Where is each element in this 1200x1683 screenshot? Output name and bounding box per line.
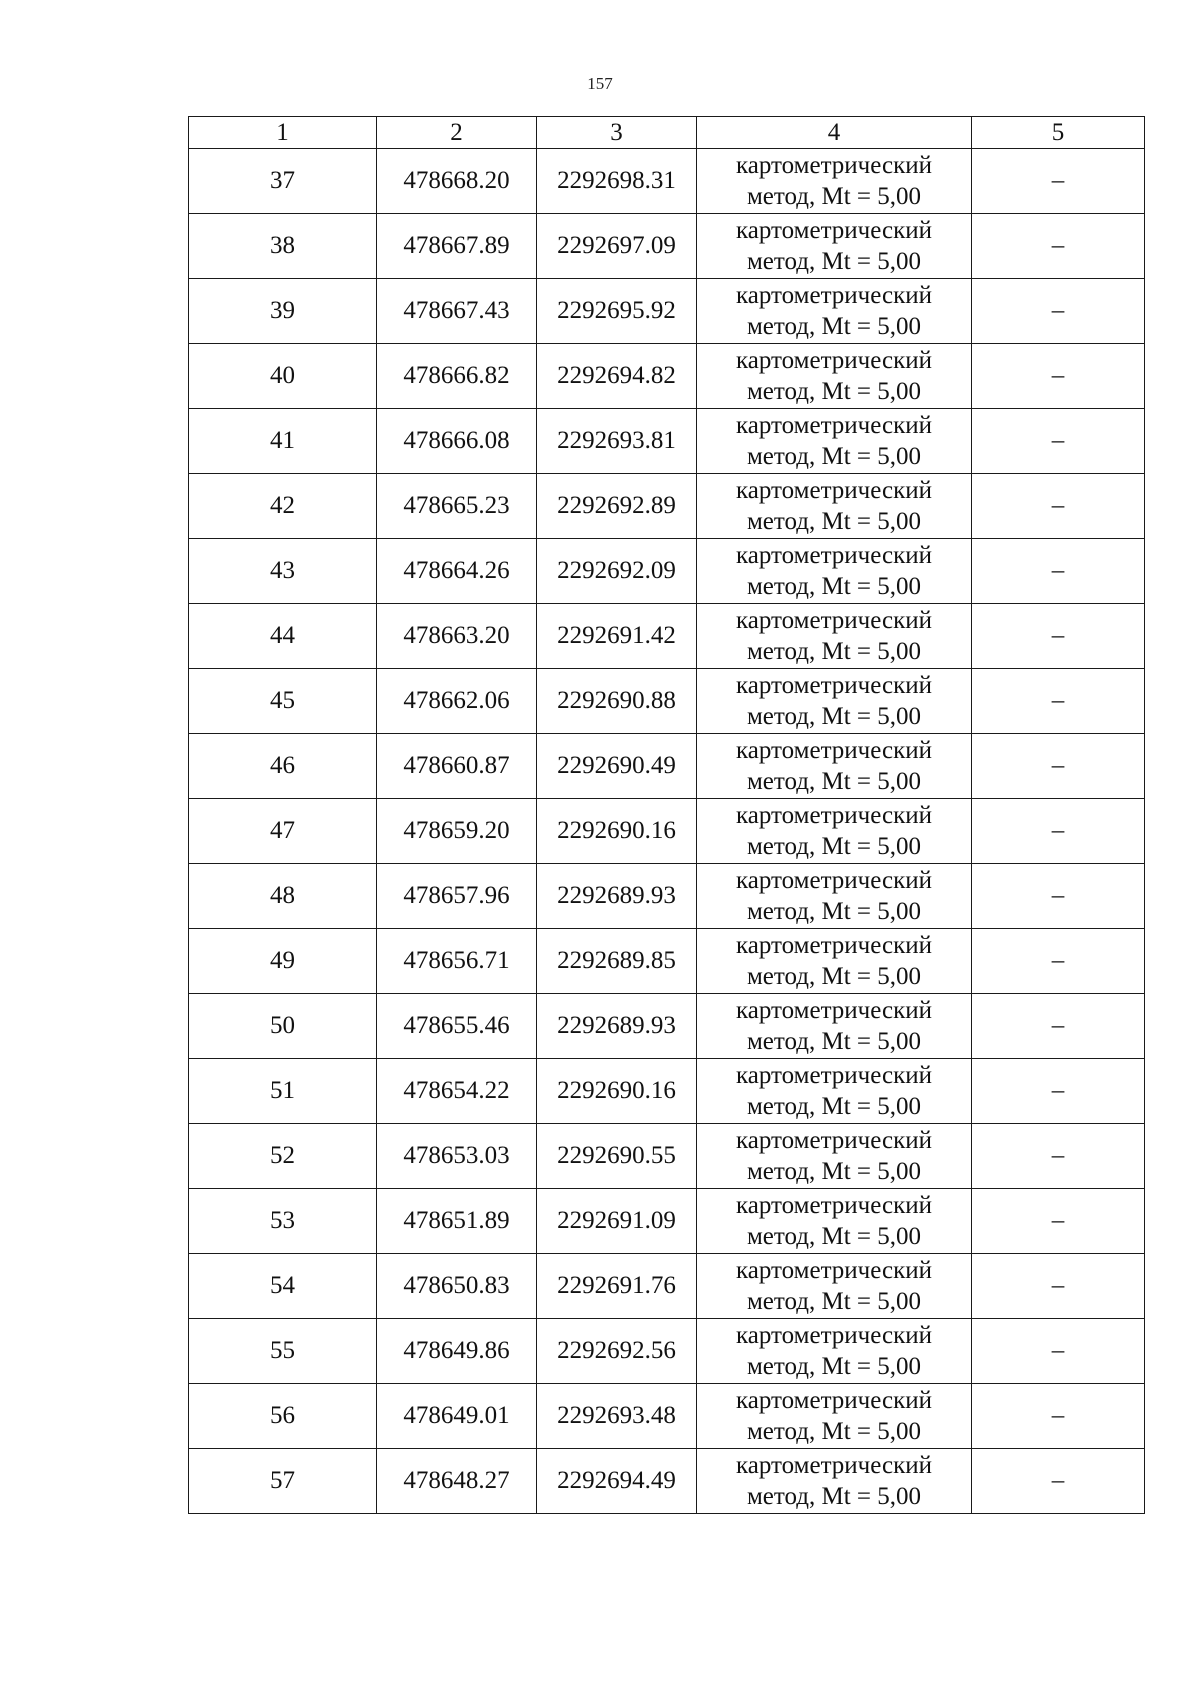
method-line-2: метод, Mt = 5,00 <box>746 508 922 535</box>
method-line-2: метод, Mt = 5,00 <box>746 1483 922 1510</box>
note-cell: – <box>972 344 1145 409</box>
x-coordinate-cell: 478648.27 <box>377 1449 537 1514</box>
note-cell: – <box>972 864 1145 929</box>
method-line-1: картометрический <box>736 1127 932 1154</box>
note-cell: – <box>972 604 1145 669</box>
y-coordinate-cell: 2292690.55 <box>537 1124 697 1189</box>
x-coordinate-cell: 478665.23 <box>377 474 537 539</box>
note-cell: – <box>972 799 1145 864</box>
method-line-2: метод, Mt = 5,00 <box>746 898 922 925</box>
method-cell <box>697 539 972 604</box>
note-cell: – <box>972 669 1145 734</box>
page-number: 157 <box>587 74 613 93</box>
table-row <box>189 1189 1145 1254</box>
x-coordinate-cell: 478656.71 <box>377 929 537 994</box>
point-number-cell: 48 <box>189 864 377 929</box>
y-coordinate-cell: 2292692.09 <box>537 539 697 604</box>
method-cell <box>697 1124 972 1189</box>
point-number-cell: 37 <box>189 149 377 214</box>
table-body <box>189 117 1145 1514</box>
method-cell <box>697 994 972 1059</box>
table-row <box>189 1059 1145 1124</box>
point-number-cell: 57 <box>189 1449 377 1514</box>
method-text <box>697 1190 971 1252</box>
note-cell: – <box>972 1189 1145 1254</box>
table-row <box>189 1384 1145 1449</box>
method-text <box>697 995 971 1057</box>
method-cell <box>697 1319 972 1384</box>
point-number-cell: 38 <box>189 214 377 279</box>
table-header-row <box>189 117 1145 149</box>
y-coordinate-cell: 2292689.93 <box>537 994 697 1059</box>
note-cell: – <box>972 279 1145 344</box>
method-line-1: картометрический <box>736 1387 932 1414</box>
method-line-1: картометрический <box>736 802 932 829</box>
x-coordinate-cell: 478655.46 <box>377 994 537 1059</box>
method-text <box>697 1450 971 1512</box>
method-cell <box>697 864 972 929</box>
method-text <box>697 1320 971 1382</box>
y-coordinate-cell: 2292693.48 <box>537 1384 697 1449</box>
method-cell <box>697 929 972 994</box>
point-number-cell: 55 <box>189 1319 377 1384</box>
x-coordinate-cell: 478662.06 <box>377 669 537 734</box>
method-cell <box>697 1189 972 1254</box>
note-cell: – <box>972 734 1145 799</box>
method-line-1: картометрический <box>736 477 932 504</box>
method-line-2: метод, Mt = 5,00 <box>746 703 922 730</box>
method-line-1: картометрический <box>736 412 932 439</box>
method-text <box>697 865 971 927</box>
method-text <box>697 540 971 602</box>
method-cell <box>697 1254 972 1319</box>
x-coordinate-cell: 478660.87 <box>377 734 537 799</box>
column-header-1: 1 <box>189 117 377 149</box>
table-row <box>189 604 1145 669</box>
method-line-2: метод, Mt = 5,00 <box>746 183 922 210</box>
y-coordinate-cell: 2292692.89 <box>537 474 697 539</box>
y-coordinate-cell: 2292691.76 <box>537 1254 697 1319</box>
method-line-1: картометрический <box>736 1322 932 1349</box>
table-row <box>189 799 1145 864</box>
y-coordinate-cell: 2292695.92 <box>537 279 697 344</box>
point-number-cell: 43 <box>189 539 377 604</box>
x-coordinate-cell: 478666.82 <box>377 344 537 409</box>
table-row <box>189 149 1145 214</box>
method-line-2: метод, Mt = 5,00 <box>746 638 922 665</box>
table-row <box>189 279 1145 344</box>
method-line-2: метод, Mt = 5,00 <box>746 1288 922 1315</box>
column-header-5: 5 <box>972 117 1145 149</box>
x-coordinate-cell: 478667.89 <box>377 214 537 279</box>
x-coordinate-cell: 478649.01 <box>377 1384 537 1449</box>
y-coordinate-cell: 2292693.81 <box>537 409 697 474</box>
column-header-4: 4 <box>697 117 972 149</box>
method-text <box>697 1060 971 1122</box>
x-coordinate-cell: 478664.26 <box>377 539 537 604</box>
method-cell <box>697 1059 972 1124</box>
method-cell <box>697 279 972 344</box>
note-cell: – <box>972 149 1145 214</box>
table-row <box>189 409 1145 474</box>
method-text <box>697 1125 971 1187</box>
note-cell: – <box>972 1254 1145 1319</box>
method-text <box>697 670 971 732</box>
method-line-2: метод, Mt = 5,00 <box>746 443 922 470</box>
x-coordinate-cell: 478650.83 <box>377 1254 537 1319</box>
x-coordinate-cell: 478666.08 <box>377 409 537 474</box>
y-coordinate-cell: 2292698.31 <box>537 149 697 214</box>
method-cell <box>697 734 972 799</box>
method-line-2: метод, Mt = 5,00 <box>746 1028 922 1055</box>
note-cell: – <box>972 1319 1145 1384</box>
y-coordinate-cell: 2292689.93 <box>537 864 697 929</box>
method-text <box>697 215 971 277</box>
method-cell <box>697 604 972 669</box>
y-coordinate-cell: 2292692.56 <box>537 1319 697 1384</box>
method-cell <box>697 1384 972 1449</box>
note-cell: – <box>972 929 1145 994</box>
point-number-cell: 40 <box>189 344 377 409</box>
point-number-cell: 47 <box>189 799 377 864</box>
note-cell: – <box>972 1059 1145 1124</box>
note-cell: – <box>972 1449 1145 1514</box>
note-cell: – <box>972 409 1145 474</box>
method-line-1: картометрический <box>736 542 932 569</box>
method-line-1: картометрический <box>736 152 932 179</box>
method-cell <box>697 1449 972 1514</box>
point-number-cell: 56 <box>189 1384 377 1449</box>
method-text <box>697 475 971 537</box>
method-text <box>697 930 971 992</box>
x-coordinate-cell: 478667.43 <box>377 279 537 344</box>
point-number-cell: 41 <box>189 409 377 474</box>
note-cell: – <box>972 539 1145 604</box>
method-line-1: картометрический <box>736 282 932 309</box>
y-coordinate-cell: 2292690.88 <box>537 669 697 734</box>
x-coordinate-cell: 478653.03 <box>377 1124 537 1189</box>
y-coordinate-cell: 2292689.85 <box>537 929 697 994</box>
point-number-cell: 49 <box>189 929 377 994</box>
method-line-1: картометрический <box>736 672 932 699</box>
method-text <box>697 800 971 862</box>
method-text <box>697 1385 971 1447</box>
point-number-cell: 45 <box>189 669 377 734</box>
method-line-1: картометрический <box>736 347 932 374</box>
method-line-1: картометрический <box>736 737 932 764</box>
table-row <box>189 214 1145 279</box>
point-number-cell: 50 <box>189 994 377 1059</box>
table-row <box>189 994 1145 1059</box>
method-line-1: картометрический <box>736 607 932 634</box>
method-cell <box>697 149 972 214</box>
method-line-1: картометрический <box>736 217 932 244</box>
column-header-3: 3 <box>537 117 697 149</box>
point-number-cell: 46 <box>189 734 377 799</box>
y-coordinate-cell: 2292691.42 <box>537 604 697 669</box>
note-cell: – <box>972 1124 1145 1189</box>
x-coordinate-cell: 478657.96 <box>377 864 537 929</box>
note-cell: – <box>972 1384 1145 1449</box>
coordinates-table <box>188 116 1145 1514</box>
note-cell: – <box>972 994 1145 1059</box>
point-number-cell: 42 <box>189 474 377 539</box>
table-row <box>189 539 1145 604</box>
method-text <box>697 410 971 472</box>
method-line-1: картометрический <box>736 1257 932 1284</box>
method-text <box>697 345 971 407</box>
method-line-1: картометрический <box>736 1452 932 1479</box>
method-line-2: метод, Mt = 5,00 <box>746 1223 922 1250</box>
y-coordinate-cell: 2292694.82 <box>537 344 697 409</box>
y-coordinate-cell: 2292694.49 <box>537 1449 697 1514</box>
method-cell <box>697 669 972 734</box>
method-text <box>697 605 971 667</box>
method-text <box>697 150 971 212</box>
method-line-2: метод, Mt = 5,00 <box>746 1093 922 1120</box>
method-cell <box>697 799 972 864</box>
y-coordinate-cell: 2292690.16 <box>537 1059 697 1124</box>
method-line-2: метод, Mt = 5,00 <box>746 833 922 860</box>
table-row <box>189 734 1145 799</box>
table-row <box>189 344 1145 409</box>
point-number-cell: 53 <box>189 1189 377 1254</box>
method-line-2: метод, Mt = 5,00 <box>746 573 922 600</box>
method-line-1: картометрический <box>736 1192 932 1219</box>
table-row <box>189 1254 1145 1319</box>
method-cell <box>697 344 972 409</box>
x-coordinate-cell: 478654.22 <box>377 1059 537 1124</box>
table-row <box>189 669 1145 734</box>
method-line-2: метод, Mt = 5,00 <box>746 313 922 340</box>
table-row <box>189 929 1145 994</box>
x-coordinate-cell: 478668.20 <box>377 149 537 214</box>
method-line-1: картометрический <box>736 997 932 1024</box>
method-line-1: картометрический <box>736 867 932 894</box>
column-header-2: 2 <box>377 117 537 149</box>
method-line-2: метод, Mt = 5,00 <box>746 1353 922 1380</box>
note-cell: – <box>972 214 1145 279</box>
table-row <box>189 1319 1145 1384</box>
y-coordinate-cell: 2292691.09 <box>537 1189 697 1254</box>
note-cell: – <box>972 474 1145 539</box>
point-number-cell: 54 <box>189 1254 377 1319</box>
method-line-2: метод, Mt = 5,00 <box>746 1418 922 1445</box>
method-cell <box>697 214 972 279</box>
method-line-2: метод, Mt = 5,00 <box>746 963 922 990</box>
method-line-1: картометрический <box>736 932 932 959</box>
method-line-2: метод, Mt = 5,00 <box>746 768 922 795</box>
x-coordinate-cell: 478651.89 <box>377 1189 537 1254</box>
table-row <box>189 1449 1145 1514</box>
method-line-1: картометрический <box>736 1062 932 1089</box>
table-row <box>189 864 1145 929</box>
y-coordinate-cell: 2292690.49 <box>537 734 697 799</box>
method-text <box>697 280 971 342</box>
y-coordinate-cell: 2292697.09 <box>537 214 697 279</box>
point-number-cell: 44 <box>189 604 377 669</box>
point-number-cell: 51 <box>189 1059 377 1124</box>
method-line-2: метод, Mt = 5,00 <box>746 248 922 275</box>
method-line-2: метод, Mt = 5,00 <box>746 378 922 405</box>
method-text <box>697 735 971 797</box>
table-row <box>189 474 1145 539</box>
table-row <box>189 1124 1145 1189</box>
method-line-2: метод, Mt = 5,00 <box>746 1158 922 1185</box>
method-cell <box>697 474 972 539</box>
point-number-cell: 39 <box>189 279 377 344</box>
x-coordinate-cell: 478649.86 <box>377 1319 537 1384</box>
x-coordinate-cell: 478663.20 <box>377 604 537 669</box>
method-cell <box>697 409 972 474</box>
y-coordinate-cell: 2292690.16 <box>537 799 697 864</box>
method-text <box>697 1255 971 1317</box>
point-number-cell: 52 <box>189 1124 377 1189</box>
x-coordinate-cell: 478659.20 <box>377 799 537 864</box>
